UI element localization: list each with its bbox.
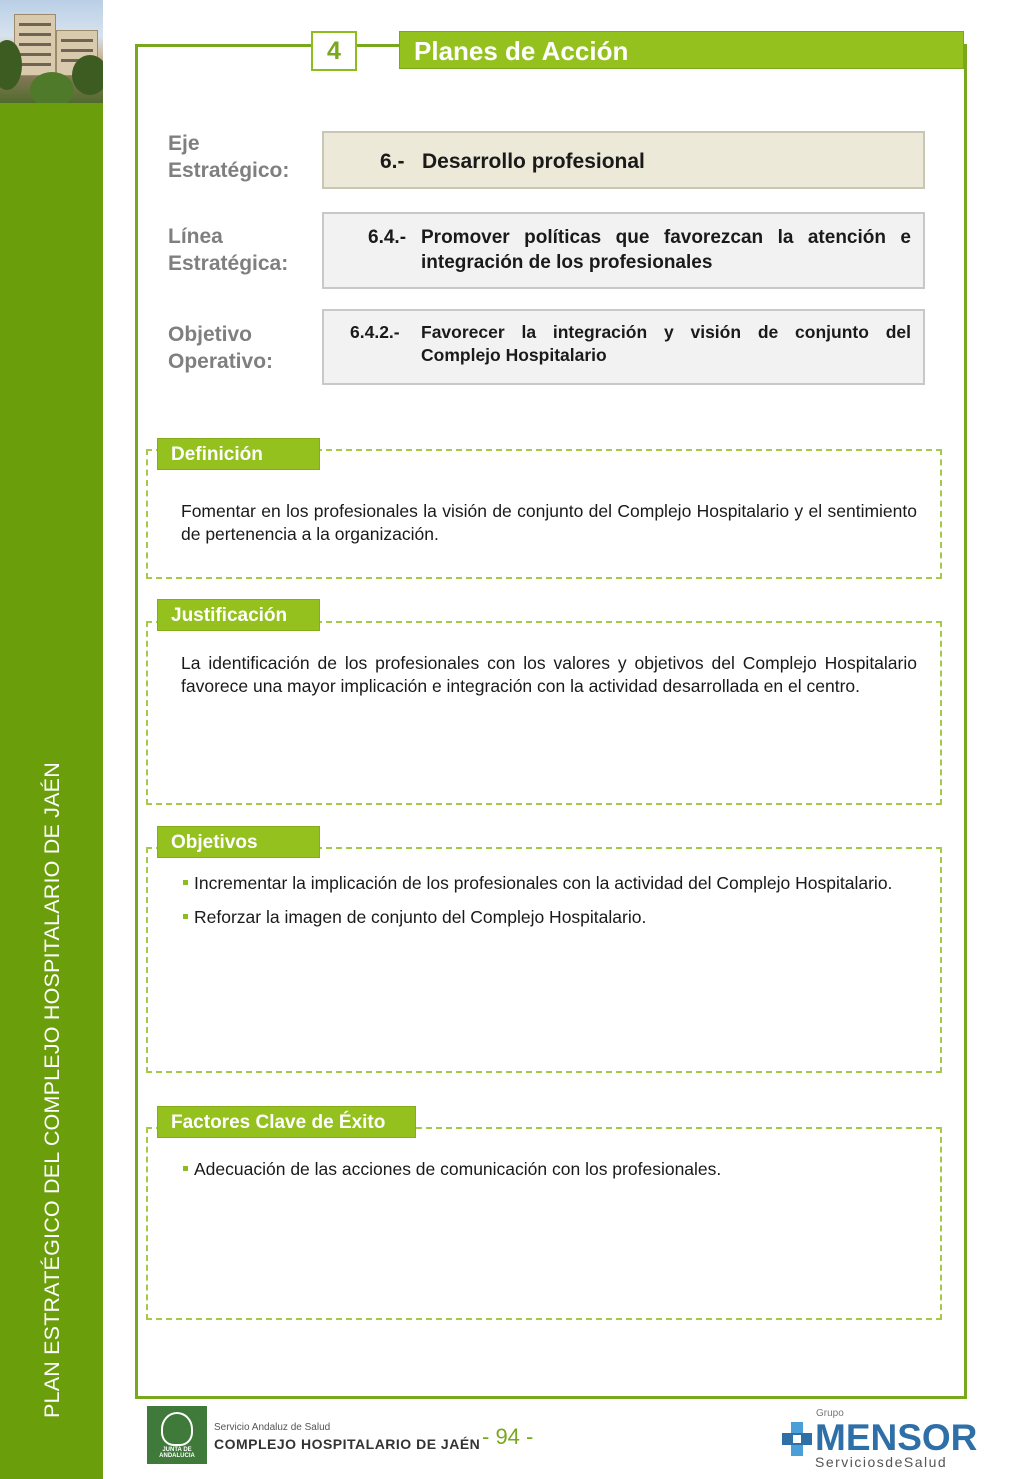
- eje-label: [168, 130, 289, 184]
- junta-text: JUNTA DE ANDALUCIA: [159, 1447, 195, 1459]
- objetivo-item-1: Incrementar la implicación de los profesionales con la actividad del Complejo Hospitalario.: [194, 873, 893, 893]
- objetivo-number: 6.4.2.-: [350, 322, 400, 342]
- objetivo-label: [168, 321, 273, 375]
- linea-field: [322, 212, 925, 289]
- mensor-logo: [782, 1408, 978, 1470]
- page-title: Planes de Acción: [399, 31, 964, 69]
- junta-emblem-icon: [147, 1406, 207, 1464]
- linea-label-line1: Línea: [168, 225, 223, 248]
- list-item: [181, 872, 928, 895]
- hospital-photo: [0, 0, 103, 103]
- objetivo-label-line1: Objetivo: [168, 323, 253, 346]
- eje-text: Desarrollo profesional: [422, 150, 645, 173]
- bullet-icon: [183, 880, 188, 885]
- linea-label-line2: Estratégica:: [168, 252, 289, 275]
- justificacion-heading: Justificación: [157, 599, 320, 631]
- objetivo-item-2: Reforzar la imagen de conjunto del Complejo Hospitalario.: [194, 907, 647, 927]
- objetivos-heading: Objetivos: [157, 826, 320, 858]
- bullet-icon: [183, 914, 188, 919]
- plan-vertical-title: PLAN ESTRATÉGICO DEL COMPLEJO HOSPITALARIO DE JAÉN: [40, 762, 64, 1418]
- justificacion-text: La identificación de los profesionales con los valores y objetivos del Complejo Hospitalario favorece una mayor implicación e integración con la actividad desarrollada en el centro.: [181, 653, 917, 696]
- list-item: [181, 1158, 928, 1181]
- factores-list: [181, 1158, 928, 1192]
- bullet-icon: [183, 1166, 188, 1171]
- linea-text: Promover políticas que favorezcan la atención e integración de los profesionales: [421, 227, 911, 273]
- objetivo-field: [322, 309, 925, 385]
- objetivos-list: [181, 872, 928, 940]
- factor-item-1: Adecuación de las acciones de comunicación con los profesionales.: [194, 1159, 722, 1179]
- chapter-number: 4: [311, 31, 357, 71]
- linea-number: 6.4.-: [368, 227, 407, 248]
- definicion-text: Fomentar en los profesionales la visión de conjunto del Complejo Hospitalario y el sentimiento de pertenencia a la organización.: [181, 501, 917, 544]
- page-number: - 94 -: [482, 1424, 534, 1449]
- hospital-logo: [147, 1406, 481, 1464]
- mensor-subtitle: ServiciosdeSalud: [815, 1454, 948, 1470]
- definicion-heading: Definición: [157, 438, 320, 470]
- objetivo-label-line2: Operativo:: [168, 350, 274, 373]
- hospital-name: COMPLEJO HOSPITALARIO DE JAÉN: [214, 1436, 481, 1452]
- eje-label-line2: Estratégico:: [168, 159, 290, 182]
- sidebar: [0, 0, 103, 1479]
- factores-heading: Factores Clave de Éxito: [157, 1106, 416, 1138]
- mensor-cross-icon: [782, 1422, 812, 1456]
- justificacion-box: [146, 621, 942, 805]
- eje-number: 6.-: [380, 150, 405, 173]
- list-item: [181, 906, 928, 929]
- factores-box: [146, 1127, 942, 1320]
- linea-label: [168, 223, 288, 277]
- mensor-name: MENSOR: [815, 1417, 978, 1458]
- mensor-grupo-text: Grupo: [816, 1408, 844, 1419]
- eje-label-line1: Eje: [168, 132, 200, 155]
- eje-field: [322, 131, 925, 189]
- sas-name: Servicio Andaluz de Salud: [214, 1422, 331, 1433]
- objetivo-text: Favorecer la integración y visión de conjunto del Complejo Hospitalario: [421, 322, 911, 365]
